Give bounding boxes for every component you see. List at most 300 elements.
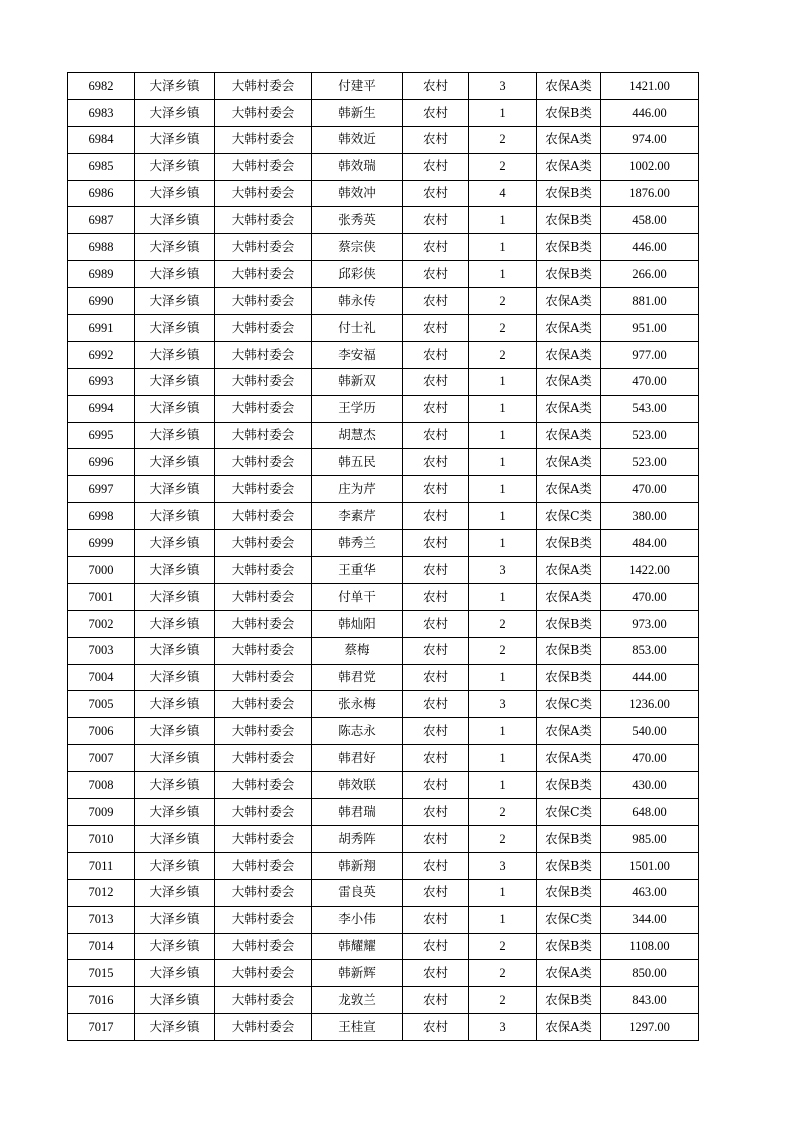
cell-household-count: 2: [469, 341, 537, 368]
cell-insurance-category: 农保C类: [537, 691, 601, 718]
cell-household-count: 1: [469, 99, 537, 126]
cell-amount: 446.00: [601, 234, 699, 261]
cell-village-committee: 大韩村委会: [215, 449, 312, 476]
cell-township: 大泽乡镇: [135, 825, 215, 852]
cell-township: 大泽乡镇: [135, 449, 215, 476]
cell-village-committee: 大韩村委会: [215, 1014, 312, 1041]
cell-township: 大泽乡镇: [135, 960, 215, 987]
cell-village-committee: 大韩村委会: [215, 799, 312, 826]
cell-household-count: 1: [469, 772, 537, 799]
table-row: [68, 879, 699, 906]
cell-person-name: 付士礼: [312, 315, 403, 342]
table-row: [68, 288, 699, 315]
cell-row-number: 6987: [68, 207, 135, 234]
cell-area-type: 农村: [403, 610, 469, 637]
cell-village-committee: 大韩村委会: [215, 126, 312, 153]
cell-household-count: 2: [469, 960, 537, 987]
cell-township: 大泽乡镇: [135, 1014, 215, 1041]
cell-household-count: 3: [469, 852, 537, 879]
cell-row-number: 6993: [68, 368, 135, 395]
cell-row-number: 7010: [68, 825, 135, 852]
cell-household-count: 2: [469, 987, 537, 1014]
cell-insurance-category: 农保B类: [537, 637, 601, 664]
cell-township: 大泽乡镇: [135, 530, 215, 557]
table-row: [68, 153, 699, 180]
cell-insurance-category: 农保B类: [537, 664, 601, 691]
cell-person-name: 庄为芹: [312, 476, 403, 503]
cell-person-name: 胡秀阵: [312, 825, 403, 852]
cell-area-type: 农村: [403, 73, 469, 100]
cell-row-number: 6982: [68, 73, 135, 100]
cell-household-count: 3: [469, 73, 537, 100]
cell-area-type: 农村: [403, 368, 469, 395]
cell-person-name: 李小伟: [312, 906, 403, 933]
cell-village-committee: 大韩村委会: [215, 503, 312, 530]
cell-amount: 1421.00: [601, 73, 699, 100]
table-row: [68, 772, 699, 799]
cell-row-number: 6983: [68, 99, 135, 126]
cell-amount: 973.00: [601, 610, 699, 637]
cell-amount: 1108.00: [601, 933, 699, 960]
cell-area-type: 农村: [403, 395, 469, 422]
cell-row-number: 7012: [68, 879, 135, 906]
cell-amount: 444.00: [601, 664, 699, 691]
cell-amount: 470.00: [601, 583, 699, 610]
cell-amount: 470.00: [601, 476, 699, 503]
table-row: [68, 718, 699, 745]
cell-person-name: 蔡梅: [312, 637, 403, 664]
cell-insurance-category: 农保B类: [537, 610, 601, 637]
cell-insurance-category: 农保B类: [537, 852, 601, 879]
cell-area-type: 农村: [403, 852, 469, 879]
cell-township: 大泽乡镇: [135, 207, 215, 234]
table-row: [68, 449, 699, 476]
cell-village-committee: 大韩村委会: [215, 610, 312, 637]
cell-village-committee: 大韩村委会: [215, 234, 312, 261]
cell-amount: 344.00: [601, 906, 699, 933]
cell-amount: 1297.00: [601, 1014, 699, 1041]
cell-household-count: 1: [469, 422, 537, 449]
cell-insurance-category: 农保A类: [537, 449, 601, 476]
cell-amount: 1236.00: [601, 691, 699, 718]
cell-household-count: 1: [469, 745, 537, 772]
cell-village-committee: 大韩村委会: [215, 852, 312, 879]
cell-township: 大泽乡镇: [135, 745, 215, 772]
cell-insurance-category: 农保B类: [537, 207, 601, 234]
table-row: [68, 395, 699, 422]
cell-insurance-category: 农保B类: [537, 99, 601, 126]
table-body: [68, 73, 699, 1041]
cell-person-name: 韩灿阳: [312, 610, 403, 637]
cell-insurance-category: 农保B类: [537, 261, 601, 288]
cell-insurance-category: 农保C类: [537, 906, 601, 933]
table-row: [68, 960, 699, 987]
table-row: [68, 987, 699, 1014]
table-row: [68, 368, 699, 395]
cell-village-committee: 大韩村委会: [215, 153, 312, 180]
cell-township: 大泽乡镇: [135, 73, 215, 100]
cell-area-type: 农村: [403, 906, 469, 933]
cell-person-name: 王桂宣: [312, 1014, 403, 1041]
table-row: [68, 503, 699, 530]
cell-township: 大泽乡镇: [135, 906, 215, 933]
cell-insurance-category: 农保B类: [537, 933, 601, 960]
cell-person-name: 李安福: [312, 341, 403, 368]
cell-village-committee: 大韩村委会: [215, 207, 312, 234]
table-row: [68, 852, 699, 879]
cell-township: 大泽乡镇: [135, 557, 215, 584]
cell-row-number: 7014: [68, 933, 135, 960]
cell-amount: 853.00: [601, 637, 699, 664]
cell-insurance-category: 农保A类: [537, 288, 601, 315]
cell-insurance-category: 农保A类: [537, 315, 601, 342]
cell-household-count: 1: [469, 261, 537, 288]
cell-person-name: 王重华: [312, 557, 403, 584]
cell-insurance-category: 农保B类: [537, 879, 601, 906]
cell-row-number: 6984: [68, 126, 135, 153]
cell-insurance-category: 农保A类: [537, 583, 601, 610]
cell-village-committee: 大韩村委会: [215, 583, 312, 610]
cell-row-number: 7006: [68, 718, 135, 745]
cell-household-count: 2: [469, 126, 537, 153]
cell-person-name: 韩五民: [312, 449, 403, 476]
cell-township: 大泽乡镇: [135, 503, 215, 530]
cell-township: 大泽乡镇: [135, 772, 215, 799]
cell-insurance-category: 农保A类: [537, 745, 601, 772]
table-row: [68, 664, 699, 691]
cell-row-number: 6991: [68, 315, 135, 342]
cell-amount: 523.00: [601, 422, 699, 449]
cell-township: 大泽乡镇: [135, 153, 215, 180]
cell-insurance-category: 农保B类: [537, 987, 601, 1014]
cell-person-name: 韩新翔: [312, 852, 403, 879]
cell-household-count: 1: [469, 234, 537, 261]
cell-row-number: 7003: [68, 637, 135, 664]
cell-insurance-category: 农保A类: [537, 960, 601, 987]
cell-insurance-category: 农保A类: [537, 126, 601, 153]
cell-household-count: 2: [469, 288, 537, 315]
table-row: [68, 799, 699, 826]
table-row: [68, 341, 699, 368]
cell-amount: 540.00: [601, 718, 699, 745]
cell-area-type: 农村: [403, 288, 469, 315]
cell-township: 大泽乡镇: [135, 583, 215, 610]
cell-insurance-category: 农保C类: [537, 799, 601, 826]
cell-village-committee: 大韩村委会: [215, 745, 312, 772]
cell-village-committee: 大韩村委会: [215, 315, 312, 342]
table-row: [68, 476, 699, 503]
cell-row-number: 7015: [68, 960, 135, 987]
cell-amount: 523.00: [601, 449, 699, 476]
cell-household-count: 1: [469, 207, 537, 234]
cell-insurance-category: 农保A类: [537, 395, 601, 422]
subsidy-table: [67, 72, 699, 1041]
cell-area-type: 农村: [403, 664, 469, 691]
cell-township: 大泽乡镇: [135, 288, 215, 315]
cell-amount: 1501.00: [601, 852, 699, 879]
cell-person-name: 韩秀兰: [312, 530, 403, 557]
cell-household-count: 1: [469, 879, 537, 906]
cell-person-name: 陈志永: [312, 718, 403, 745]
cell-amount: 470.00: [601, 745, 699, 772]
cell-household-count: 1: [469, 906, 537, 933]
cell-household-count: 2: [469, 637, 537, 664]
cell-amount: 843.00: [601, 987, 699, 1014]
cell-person-name: 韩效近: [312, 126, 403, 153]
cell-person-name: 张永梅: [312, 691, 403, 718]
table-row: [68, 261, 699, 288]
cell-household-count: 1: [469, 664, 537, 691]
cell-amount: 266.00: [601, 261, 699, 288]
cell-household-count: 1: [469, 718, 537, 745]
cell-person-name: 胡慧杰: [312, 422, 403, 449]
cell-village-committee: 大韩村委会: [215, 691, 312, 718]
cell-area-type: 农村: [403, 503, 469, 530]
cell-row-number: 6992: [68, 341, 135, 368]
cell-township: 大泽乡镇: [135, 799, 215, 826]
cell-row-number: 7017: [68, 1014, 135, 1041]
cell-person-name: 韩君瑞: [312, 799, 403, 826]
cell-amount: 951.00: [601, 315, 699, 342]
cell-township: 大泽乡镇: [135, 368, 215, 395]
cell-person-name: 王学历: [312, 395, 403, 422]
cell-township: 大泽乡镇: [135, 476, 215, 503]
table-row: [68, 637, 699, 664]
cell-amount: 977.00: [601, 341, 699, 368]
cell-village-committee: 大韩村委会: [215, 288, 312, 315]
cell-village-committee: 大韩村委会: [215, 933, 312, 960]
cell-area-type: 农村: [403, 126, 469, 153]
cell-village-committee: 大韩村委会: [215, 664, 312, 691]
cell-village-committee: 大韩村委会: [215, 261, 312, 288]
cell-insurance-category: 农保A类: [537, 341, 601, 368]
cell-amount: 850.00: [601, 960, 699, 987]
cell-person-name: 韩效冲: [312, 180, 403, 207]
cell-amount: 1422.00: [601, 557, 699, 584]
cell-township: 大泽乡镇: [135, 341, 215, 368]
cell-row-number: 7013: [68, 906, 135, 933]
cell-area-type: 农村: [403, 99, 469, 126]
cell-household-count: 2: [469, 315, 537, 342]
cell-row-number: 7001: [68, 583, 135, 610]
cell-village-committee: 大韩村委会: [215, 825, 312, 852]
cell-township: 大泽乡镇: [135, 180, 215, 207]
cell-township: 大泽乡镇: [135, 664, 215, 691]
table-row: [68, 180, 699, 207]
cell-household-count: 2: [469, 153, 537, 180]
cell-village-committee: 大韩村委会: [215, 368, 312, 395]
cell-row-number: 7008: [68, 772, 135, 799]
cell-amount: 446.00: [601, 99, 699, 126]
cell-township: 大泽乡镇: [135, 879, 215, 906]
table-row: [68, 933, 699, 960]
cell-household-count: 1: [469, 503, 537, 530]
table-row: [68, 99, 699, 126]
cell-row-number: 7009: [68, 799, 135, 826]
cell-amount: 470.00: [601, 368, 699, 395]
cell-row-number: 6996: [68, 449, 135, 476]
cell-insurance-category: 农保A类: [537, 73, 601, 100]
cell-amount: 974.00: [601, 126, 699, 153]
cell-amount: 430.00: [601, 772, 699, 799]
cell-township: 大泽乡镇: [135, 987, 215, 1014]
cell-area-type: 农村: [403, 637, 469, 664]
cell-area-type: 农村: [403, 557, 469, 584]
cell-household-count: 1: [469, 395, 537, 422]
cell-person-name: 张秀英: [312, 207, 403, 234]
cell-person-name: 韩效联: [312, 772, 403, 799]
table-row: [68, 126, 699, 153]
cell-person-name: 蔡宗侠: [312, 234, 403, 261]
cell-insurance-category: 农保B类: [537, 180, 601, 207]
cell-amount: 881.00: [601, 288, 699, 315]
cell-area-type: 农村: [403, 879, 469, 906]
cell-row-number: 6985: [68, 153, 135, 180]
cell-person-name: 韩君好: [312, 745, 403, 772]
cell-village-committee: 大韩村委会: [215, 557, 312, 584]
cell-village-committee: 大韩村委会: [215, 906, 312, 933]
cell-household-count: 1: [469, 449, 537, 476]
cell-row-number: 6995: [68, 422, 135, 449]
cell-insurance-category: 农保A类: [537, 557, 601, 584]
cell-insurance-category: 农保B类: [537, 825, 601, 852]
cell-township: 大泽乡镇: [135, 99, 215, 126]
cell-village-committee: 大韩村委会: [215, 395, 312, 422]
cell-row-number: 7000: [68, 557, 135, 584]
cell-area-type: 农村: [403, 825, 469, 852]
cell-area-type: 农村: [403, 933, 469, 960]
cell-township: 大泽乡镇: [135, 691, 215, 718]
cell-village-committee: 大韩村委会: [215, 718, 312, 745]
cell-area-type: 农村: [403, 1014, 469, 1041]
cell-person-name: 李素芹: [312, 503, 403, 530]
cell-area-type: 农村: [403, 772, 469, 799]
cell-person-name: 韩永传: [312, 288, 403, 315]
cell-row-number: 7002: [68, 610, 135, 637]
cell-amount: 380.00: [601, 503, 699, 530]
table-row: [68, 234, 699, 261]
cell-person-name: 龙敦兰: [312, 987, 403, 1014]
cell-amount: 1002.00: [601, 153, 699, 180]
cell-row-number: 6990: [68, 288, 135, 315]
cell-row-number: 7004: [68, 664, 135, 691]
cell-person-name: 邱彩侠: [312, 261, 403, 288]
cell-household-count: 2: [469, 799, 537, 826]
cell-amount: 484.00: [601, 530, 699, 557]
cell-village-committee: 大韩村委会: [215, 637, 312, 664]
cell-amount: 543.00: [601, 395, 699, 422]
cell-household-count: 4: [469, 180, 537, 207]
cell-township: 大泽乡镇: [135, 315, 215, 342]
cell-township: 大泽乡镇: [135, 261, 215, 288]
cell-household-count: 1: [469, 368, 537, 395]
cell-village-committee: 大韩村委会: [215, 422, 312, 449]
cell-person-name: 韩新双: [312, 368, 403, 395]
cell-area-type: 农村: [403, 745, 469, 772]
cell-household-count: 3: [469, 1014, 537, 1041]
cell-person-name: 韩耀耀: [312, 933, 403, 960]
cell-insurance-category: 农保B类: [537, 234, 601, 261]
cell-area-type: 农村: [403, 718, 469, 745]
table-row: [68, 906, 699, 933]
cell-insurance-category: 农保A类: [537, 368, 601, 395]
cell-household-count: 1: [469, 583, 537, 610]
cell-area-type: 农村: [403, 583, 469, 610]
cell-row-number: 7005: [68, 691, 135, 718]
cell-household-count: 1: [469, 476, 537, 503]
cell-township: 大泽乡镇: [135, 422, 215, 449]
table-row: [68, 1014, 699, 1041]
cell-household-count: 3: [469, 557, 537, 584]
cell-village-committee: 大韩村委会: [215, 180, 312, 207]
cell-insurance-category: 农保B类: [537, 530, 601, 557]
cell-row-number: 6988: [68, 234, 135, 261]
cell-township: 大泽乡镇: [135, 637, 215, 664]
table-row: [68, 610, 699, 637]
cell-household-count: 3: [469, 691, 537, 718]
cell-township: 大泽乡镇: [135, 852, 215, 879]
cell-area-type: 农村: [403, 315, 469, 342]
cell-area-type: 农村: [403, 153, 469, 180]
cell-township: 大泽乡镇: [135, 234, 215, 261]
cell-insurance-category: 农保A类: [537, 718, 601, 745]
cell-area-type: 农村: [403, 799, 469, 826]
cell-village-committee: 大韩村委会: [215, 73, 312, 100]
cell-village-committee: 大韩村委会: [215, 99, 312, 126]
cell-insurance-category: 农保A类: [537, 476, 601, 503]
cell-person-name: 韩效瑞: [312, 153, 403, 180]
cell-row-number: 6998: [68, 503, 135, 530]
cell-area-type: 农村: [403, 341, 469, 368]
cell-township: 大泽乡镇: [135, 610, 215, 637]
cell-row-number: 7011: [68, 852, 135, 879]
cell-person-name: 韩新生: [312, 99, 403, 126]
cell-area-type: 农村: [403, 261, 469, 288]
cell-area-type: 农村: [403, 234, 469, 261]
cell-village-committee: 大韩村委会: [215, 879, 312, 906]
cell-township: 大泽乡镇: [135, 933, 215, 960]
cell-village-committee: 大韩村委会: [215, 341, 312, 368]
cell-row-number: 7016: [68, 987, 135, 1014]
cell-household-count: 2: [469, 610, 537, 637]
cell-person-name: 付建平: [312, 73, 403, 100]
table-row: [68, 530, 699, 557]
cell-amount: 463.00: [601, 879, 699, 906]
cell-insurance-category: 农保B类: [537, 772, 601, 799]
cell-row-number: 6997: [68, 476, 135, 503]
cell-area-type: 农村: [403, 530, 469, 557]
table-row: [68, 73, 699, 100]
cell-village-committee: 大韩村委会: [215, 476, 312, 503]
cell-area-type: 农村: [403, 691, 469, 718]
cell-row-number: 7007: [68, 745, 135, 772]
cell-amount: 648.00: [601, 799, 699, 826]
cell-insurance-category: 农保C类: [537, 503, 601, 530]
cell-insurance-category: 农保A类: [537, 153, 601, 180]
cell-village-committee: 大韩村委会: [215, 772, 312, 799]
table-row: [68, 583, 699, 610]
cell-person-name: 付单干: [312, 583, 403, 610]
cell-area-type: 农村: [403, 476, 469, 503]
cell-township: 大泽乡镇: [135, 126, 215, 153]
table-row: [68, 207, 699, 234]
cell-amount: 985.00: [601, 825, 699, 852]
cell-village-committee: 大韩村委会: [215, 530, 312, 557]
cell-area-type: 农村: [403, 422, 469, 449]
cell-person-name: 韩新辉: [312, 960, 403, 987]
table-row: [68, 557, 699, 584]
cell-insurance-category: 农保A类: [537, 1014, 601, 1041]
